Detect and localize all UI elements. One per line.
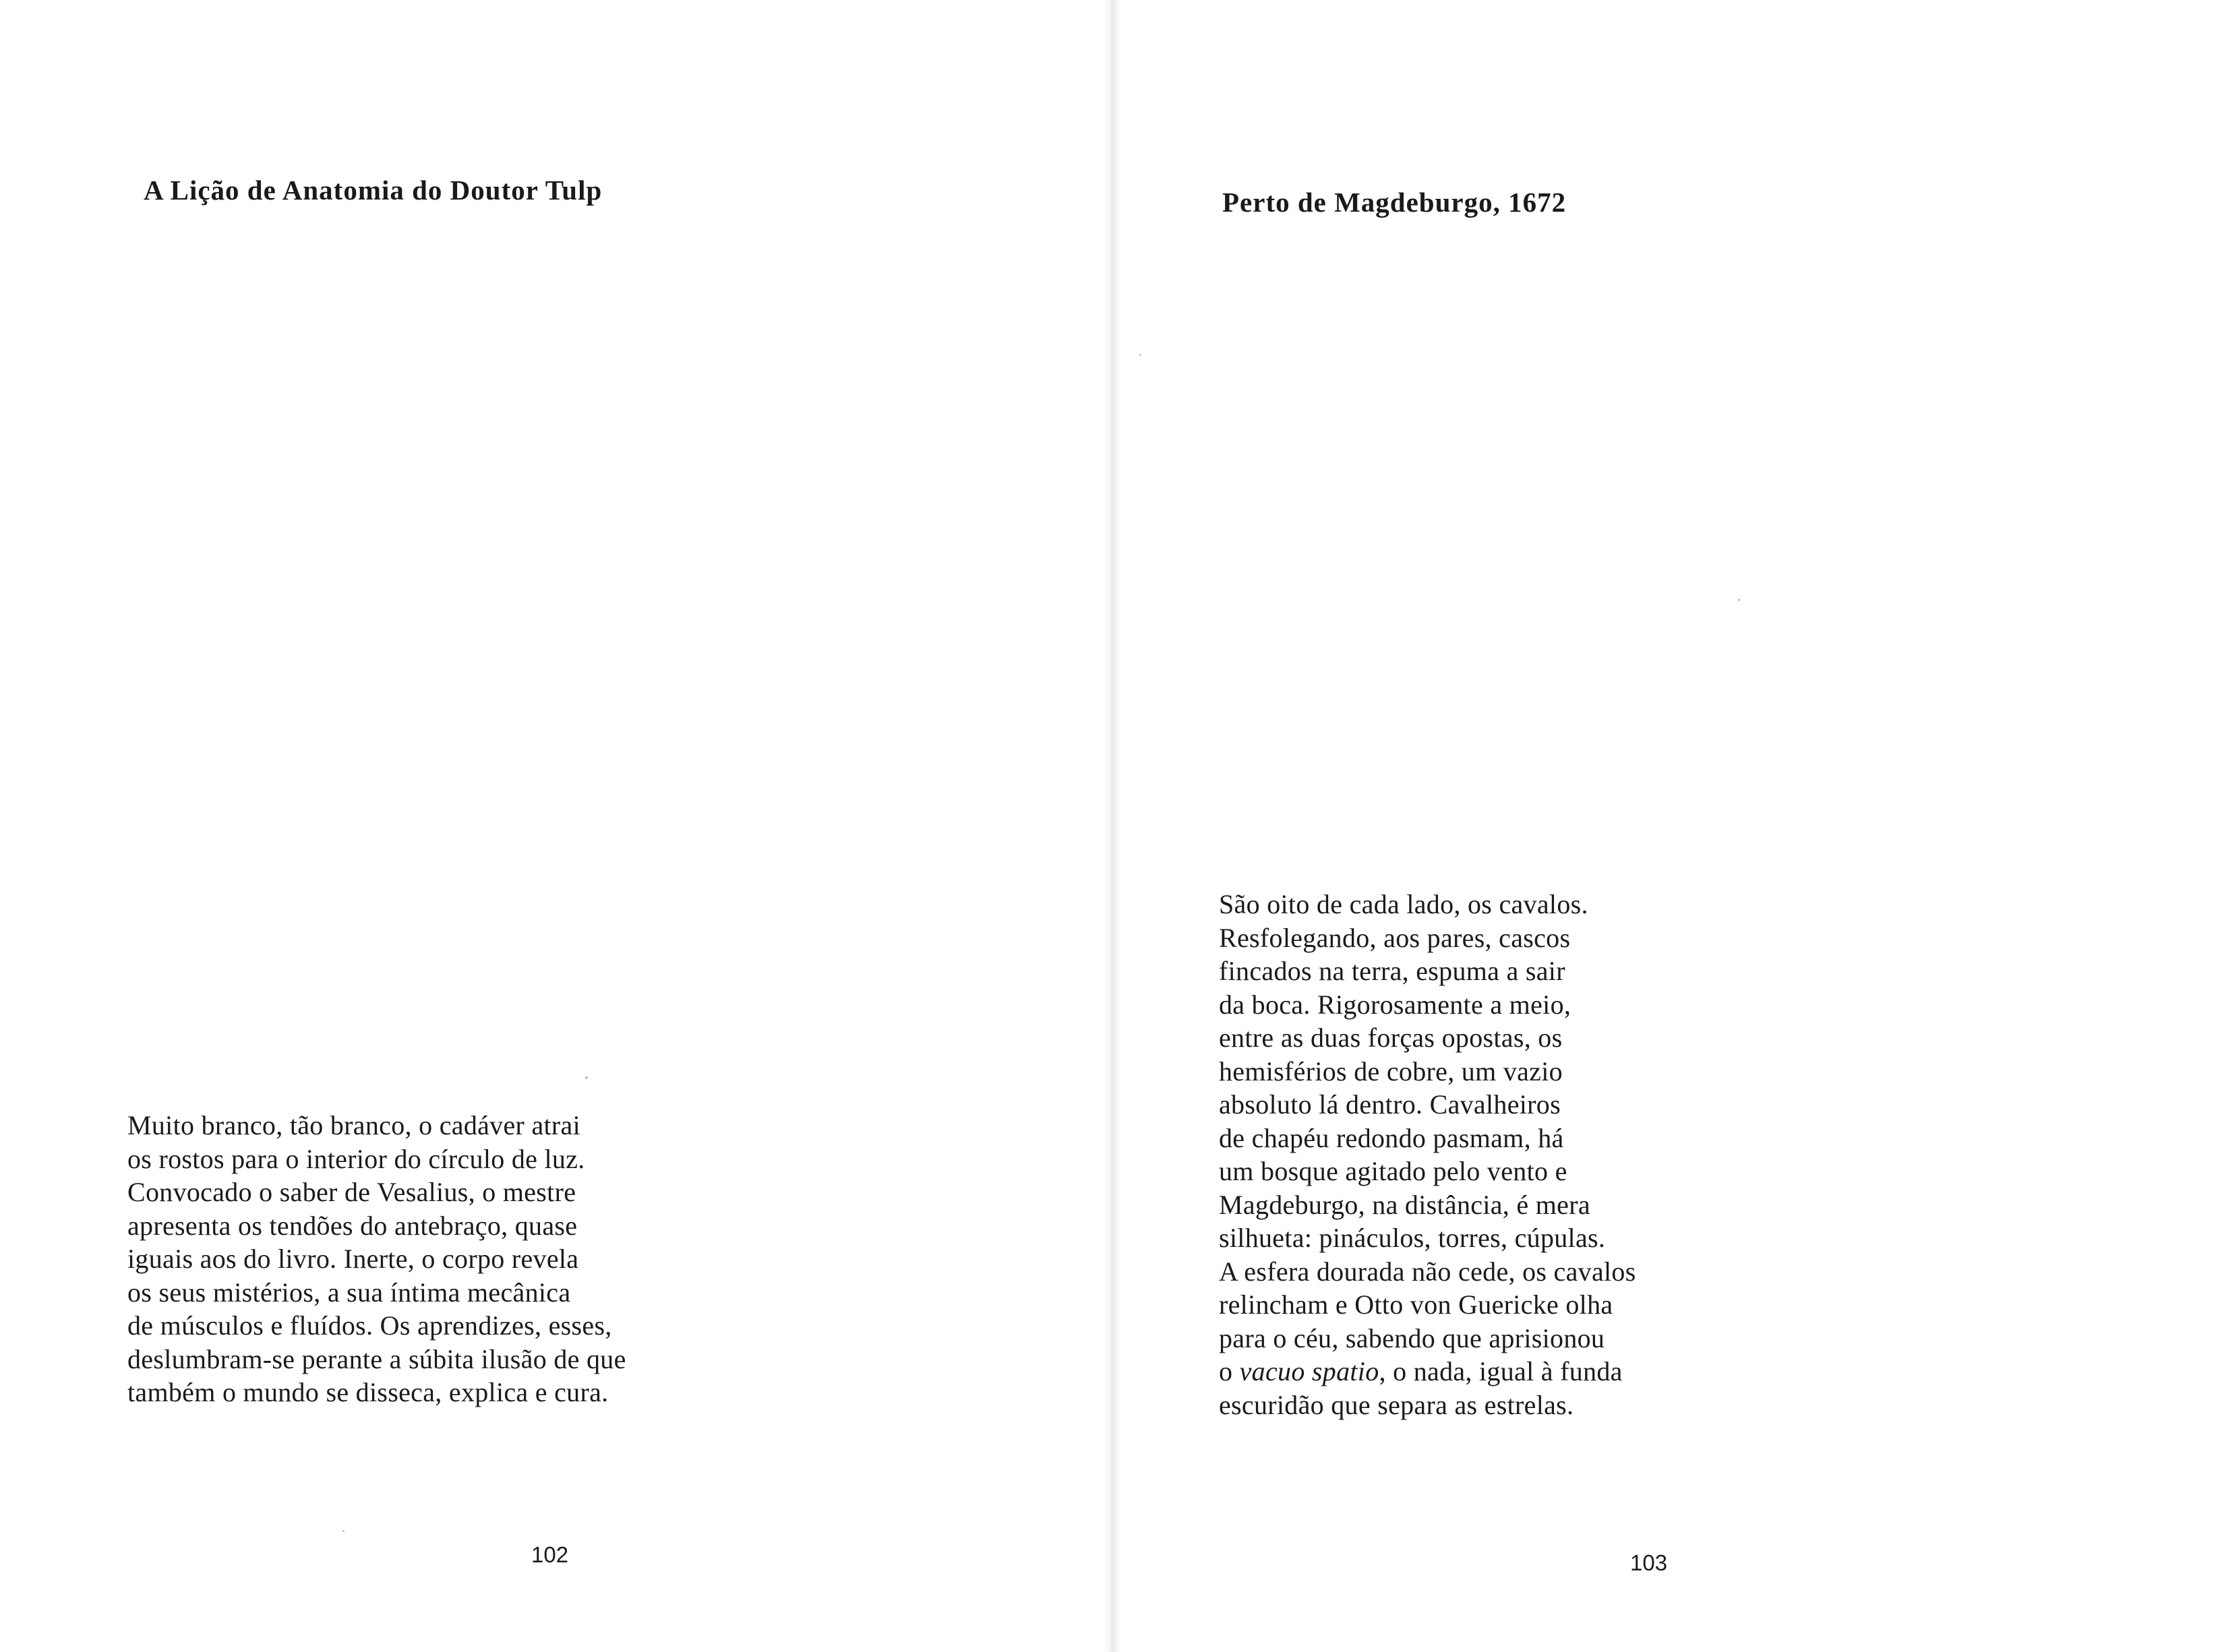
poem-line: relincham e Otto von Guericke olha xyxy=(1219,1289,1613,1320)
paper-speck xyxy=(585,1076,588,1079)
right-poem-title: Perto de Magdeburgo, 1672 xyxy=(1222,187,1567,218)
poem-line: para o céu, sabendo que aprisionou xyxy=(1219,1322,1605,1353)
poem-line: Resfolegando, aos pares, cascos xyxy=(1219,922,1571,953)
left-poem-title: A Lição de Anatomia do Doutor Tulp xyxy=(144,175,603,206)
left-poem-body xyxy=(127,1109,626,1409)
poem-line-fragment: , o nada, igual à funda xyxy=(1379,1356,1623,1386)
poem-line: entre as duas forças opostas, os xyxy=(1219,1022,1563,1053)
poem-line: apresenta os tendões do antebraço, quase xyxy=(127,1210,578,1241)
poem-line: Muito branco, tão branco, o cadáver atrai xyxy=(127,1110,581,1140)
poem-line-fragment: o xyxy=(1219,1356,1240,1386)
poem-line: silhueta: pináculos, torres, cúpulas. xyxy=(1219,1223,1606,1253)
poem-line: absoluto lá dentro. Cavalheiros xyxy=(1219,1089,1561,1120)
left-page-number: 102 xyxy=(531,1542,569,1567)
poem-line: hemisférios de cobre, um vazio xyxy=(1219,1056,1563,1087)
paper-speck xyxy=(1738,599,1740,601)
right-poem-body xyxy=(1219,888,1636,1421)
poem-line: os seus mistérios, a sua íntima mecânica xyxy=(127,1277,571,1308)
poem-line: Magdeburgo, na distância, é mera xyxy=(1219,1189,1590,1220)
poem-line-with-italic xyxy=(1219,1355,1636,1388)
right-page-number: 103 xyxy=(1630,1550,1668,1575)
poem-line: São oito de cada lado, os cavalos. xyxy=(1219,889,1588,919)
poem-line: A esfera dourada não cede, os cavalos xyxy=(1219,1256,1636,1287)
poem-line: escuridão que separa as estrelas. xyxy=(1219,1389,1574,1420)
poem-line: Convocado o saber de Vesalius, o mestre xyxy=(127,1177,576,1207)
poem-line: um bosque agitado pelo vento e xyxy=(1219,1156,1567,1186)
poem-line: os rostos para o interior do círculo de luz. xyxy=(127,1143,585,1174)
poem-line: deslumbram-se perante a súbita ilusão de que xyxy=(127,1343,626,1374)
poem-line: fincados na terra, espuma a sair xyxy=(1219,956,1565,986)
paper-speck xyxy=(342,1530,344,1532)
poem-line: da boca. Rigorosamente a meio, xyxy=(1219,989,1571,1020)
right-page xyxy=(1112,0,2218,1652)
paper-speck xyxy=(1139,354,1141,356)
poem-line: também o mundo se disseca, explica e cura. xyxy=(127,1377,609,1407)
latin-phrase: vacuo spatio xyxy=(1239,1356,1379,1386)
left-page xyxy=(0,0,1108,1652)
poem-line: de chapéu redondo pasmam, há xyxy=(1219,1122,1564,1153)
poem-line: de músculos e fluídos. Os aprendizes, esses, xyxy=(127,1310,612,1341)
poem-line: iguais aos do livro. Inerte, o corpo revela xyxy=(127,1244,579,1274)
